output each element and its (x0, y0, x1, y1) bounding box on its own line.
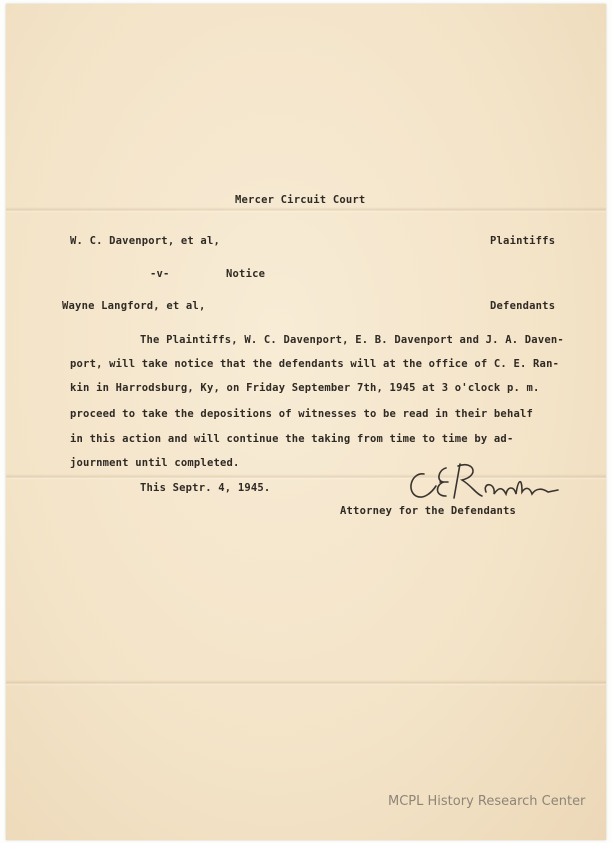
date-line: This Septr. 4, 1945. (140, 482, 271, 494)
paper-fold (6, 207, 606, 213)
attorney-line: Attorney for the Defendants (340, 505, 517, 517)
plaintiff-name: W. C. Davenport, et al, (70, 235, 220, 247)
defendant-role: Defendants (490, 300, 556, 312)
body-line: proceed to take the depositions of witnesses to be read in their behalf (70, 408, 534, 420)
versus-text: -v- (150, 268, 170, 280)
body-line: journment until completed. (70, 457, 240, 469)
archive-watermark: MCPL History Research Center (388, 794, 586, 809)
defendant-name: Wayne Langford, et al, (62, 300, 206, 312)
plaintiff-role: Plaintiffs (490, 235, 556, 247)
body-line: kin in Harrodsburg, Ky, on Friday September 7th, 1945 at 3 o'clock p. m. (70, 382, 540, 394)
signature (402, 452, 562, 512)
document-page (6, 4, 606, 840)
body-line: in this action and will continue the taking from time to time by ad- (70, 433, 514, 445)
paper-fold (6, 680, 606, 686)
body-line: port, will take notice that the defendants will at the office of C. E. Ran- (70, 358, 560, 370)
body-line: The Plaintiffs, W. C. Davenport, E. B. Davenport and J. A. Daven- (140, 334, 564, 346)
notice-title: Notice (226, 268, 266, 280)
court-heading: Mercer Circuit Court (235, 194, 366, 206)
